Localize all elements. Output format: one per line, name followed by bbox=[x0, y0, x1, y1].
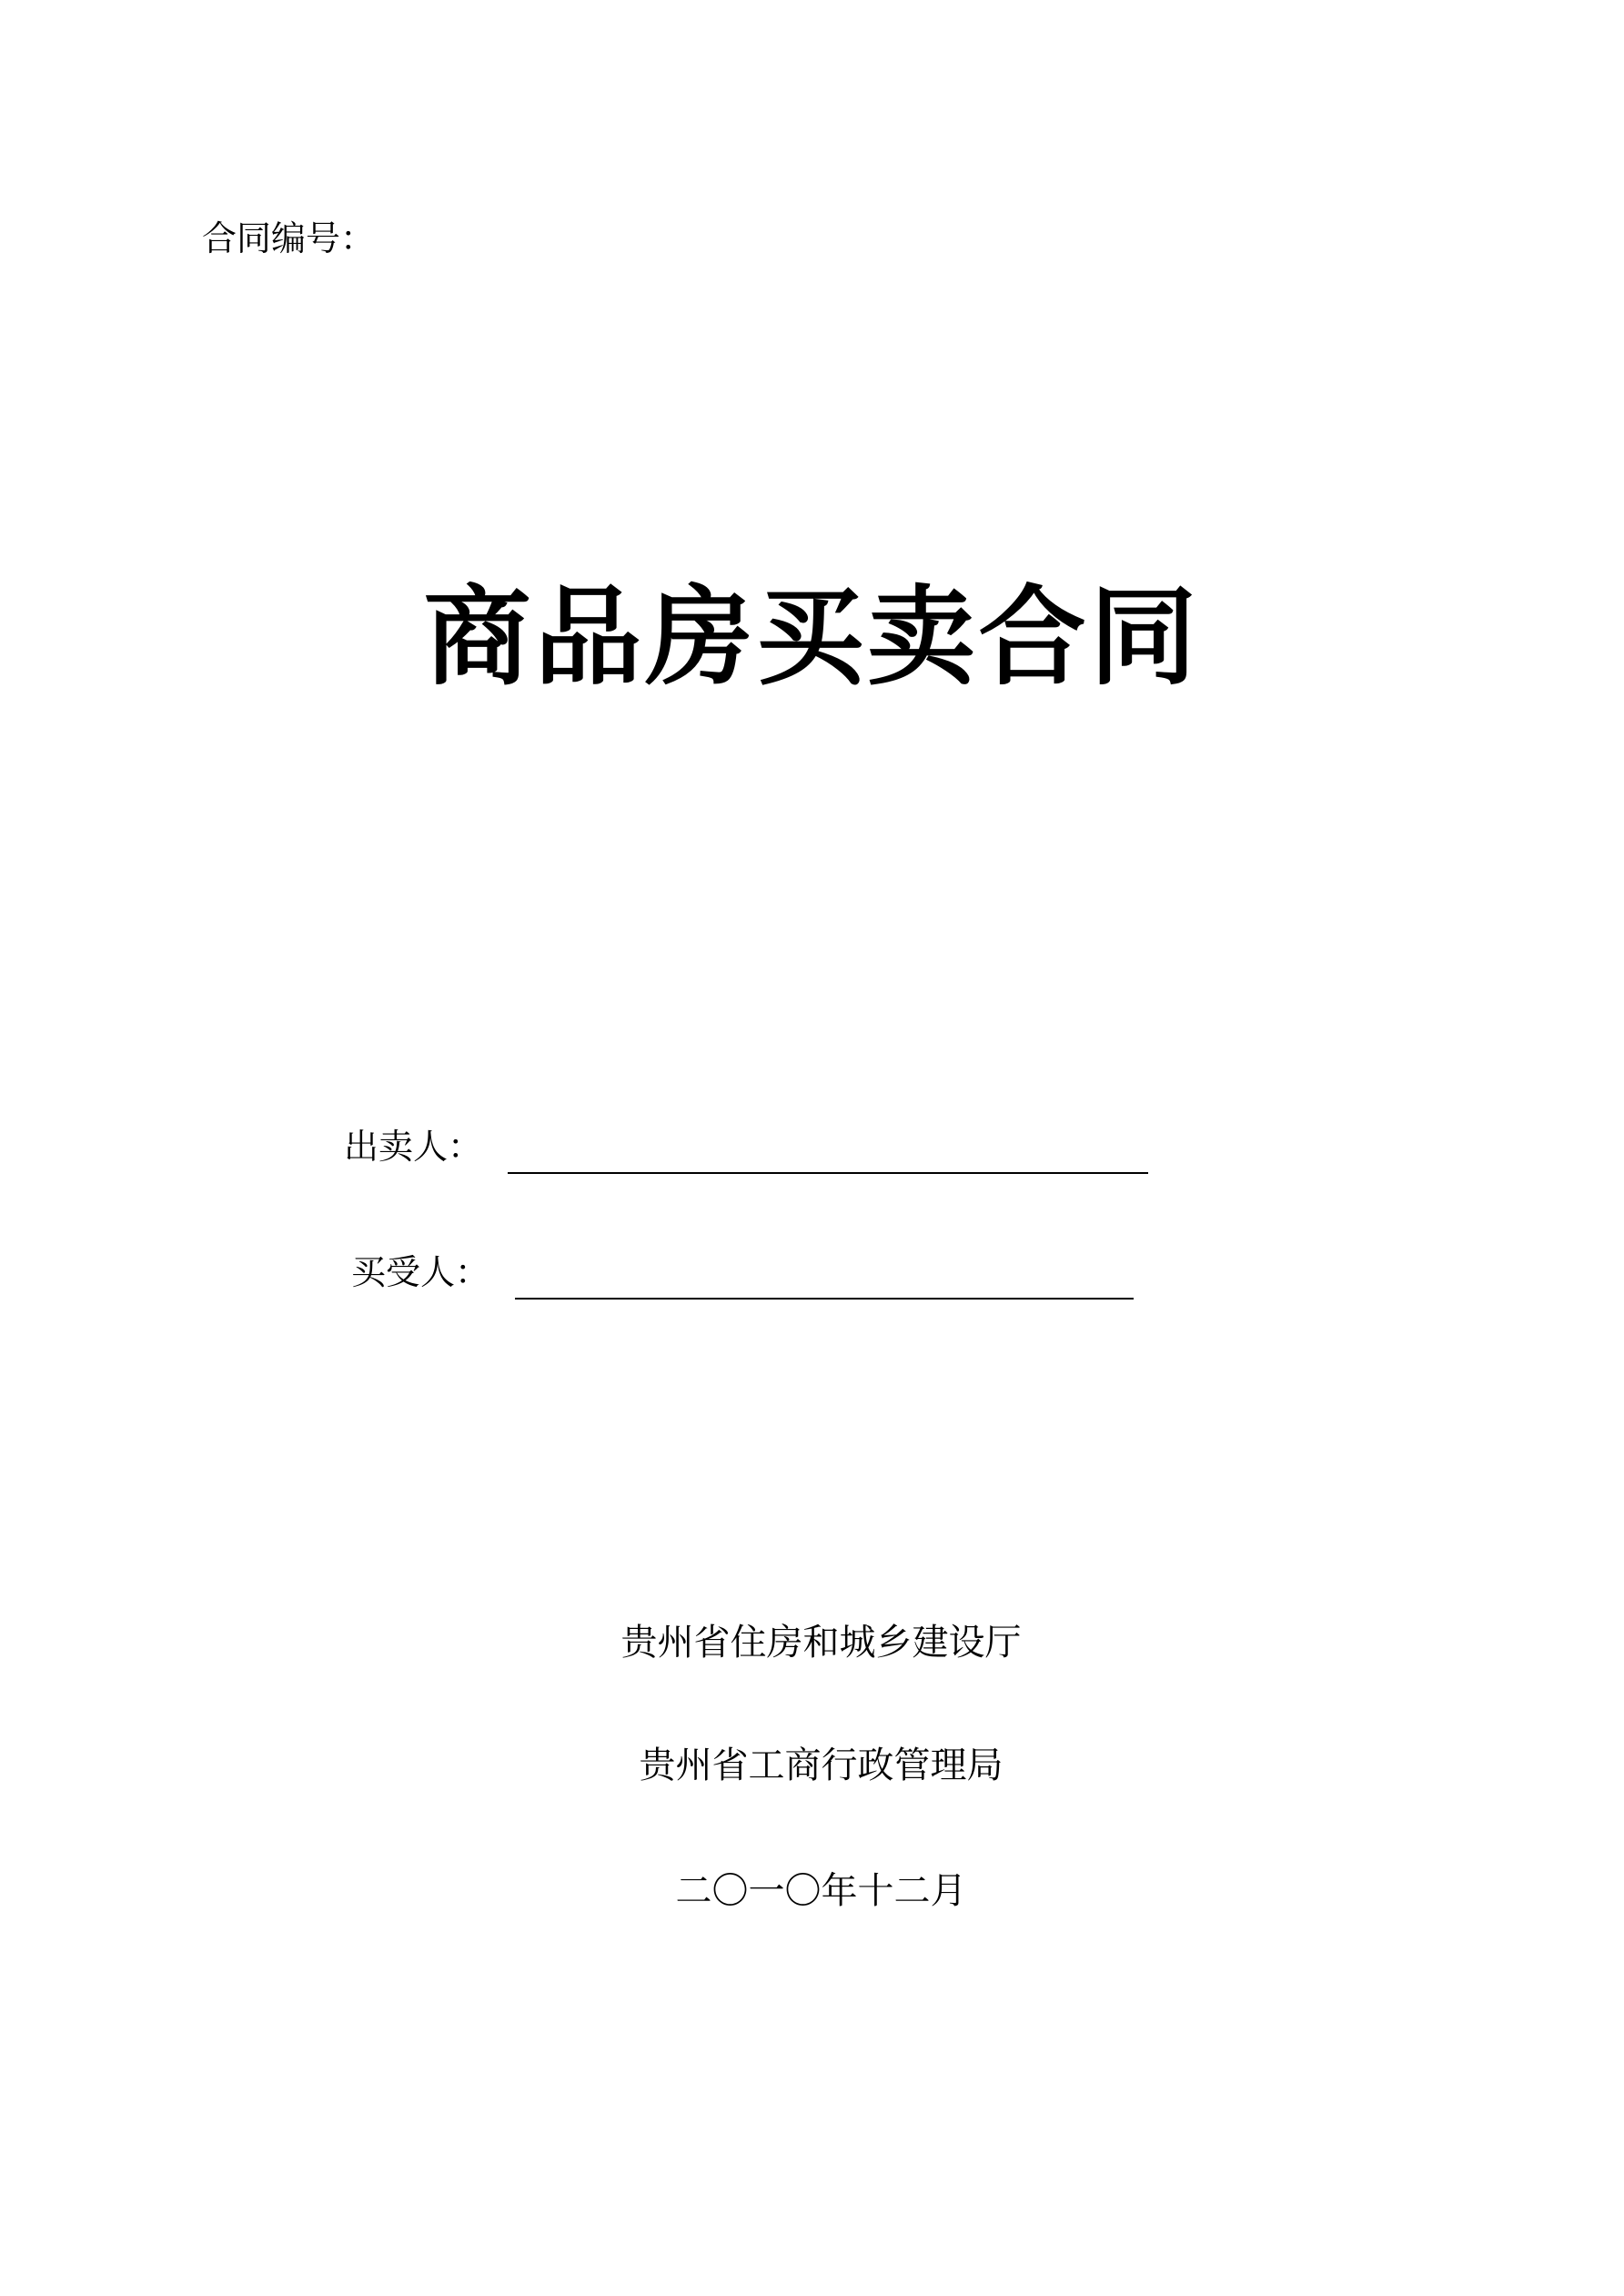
issuer-department-1: 贵州省住房和城乡建设厅 bbox=[620, 1622, 1022, 1664]
buyer-blank-line bbox=[515, 1252, 1134, 1300]
issue-date: 二〇一〇年十二月 bbox=[675, 1870, 967, 1912]
seller-row bbox=[344, 1119, 1148, 1174]
document-title: 商品房买卖合同 bbox=[423, 573, 1201, 700]
seller-label: 出卖人： bbox=[344, 1127, 483, 1167]
seller-blank-line bbox=[508, 1127, 1148, 1174]
buyer-label: 买受人： bbox=[351, 1252, 490, 1292]
issuer-department-2: 贵州省工商行政管理局 bbox=[639, 1745, 1004, 1786]
buyer-row bbox=[351, 1245, 1134, 1300]
contract-number-label: 合同编号： bbox=[202, 218, 376, 258]
